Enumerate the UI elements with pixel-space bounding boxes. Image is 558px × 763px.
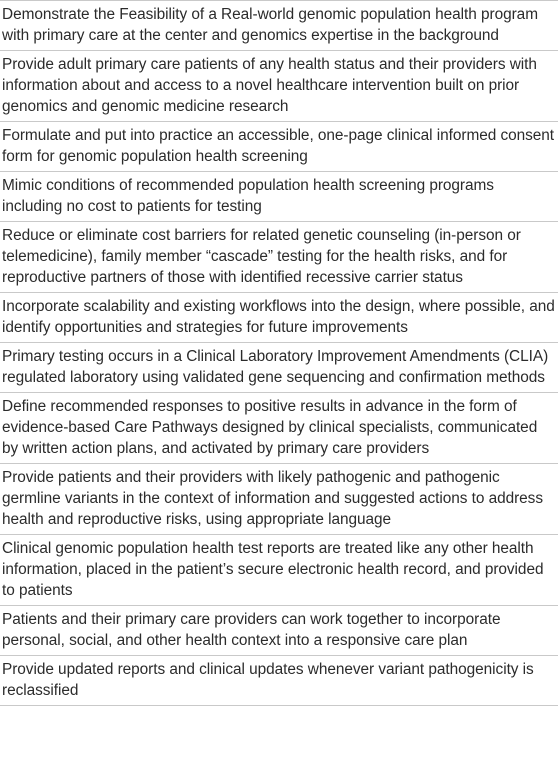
table-row: Provide adult primary care patients of any health status and their providers with information about and access to a novel healthcare intervention built on prior genomics and genomic medicine research: [0, 51, 558, 122]
table-row: Patients and their primary care providers can work together to incorporate personal, social, and other health context into a responsive care plan: [0, 606, 558, 656]
table-row: Primary testing occurs in a Clinical Laboratory Improvement Amendments (CLIA) regulated laboratory using validated gene sequencing and confirmation methods: [0, 343, 558, 393]
table-row: Provide updated reports and clinical updates whenever variant pathogenicity is reclassified: [0, 656, 558, 706]
table-row: Define recommended responses to positive results in advance in the form of evidence-based Care Pathways designed by clinical specialists, communicated by written action plans, and activated by primary care providers: [0, 393, 558, 464]
table-row: Demonstrate the Feasibility of a Real-world genomic population health program with primary care at the center and genomics expertise in the background: [0, 1, 558, 51]
table-row: Incorporate scalability and existing workflows into the design, where possible, and identify opportunities and strategies for future improvements: [0, 293, 558, 343]
table-row: Mimic conditions of recommended population health screening programs including no cost to patients for testing: [0, 172, 558, 222]
table-row: Formulate and put into practice an accessible, one-page clinical informed consent form for genomic population health screening: [0, 122, 558, 172]
table-row: Provide patients and their providers with likely pathogenic and pathogenic germline variants in the context of information and suggested actions to address health and reproductive risks, using appropriate language: [0, 464, 558, 535]
table-row: Reduce or eliminate cost barriers for related genetic counseling (in-person or telemedicine), family member “cascade” testing for the health risks, and for reproductive partners of those with identified recessive carrier status: [0, 222, 558, 293]
table-row: Clinical genomic population health test reports are treated like any other health information, placed in the patient’s secure electronic health record, and provided to patients: [0, 535, 558, 606]
